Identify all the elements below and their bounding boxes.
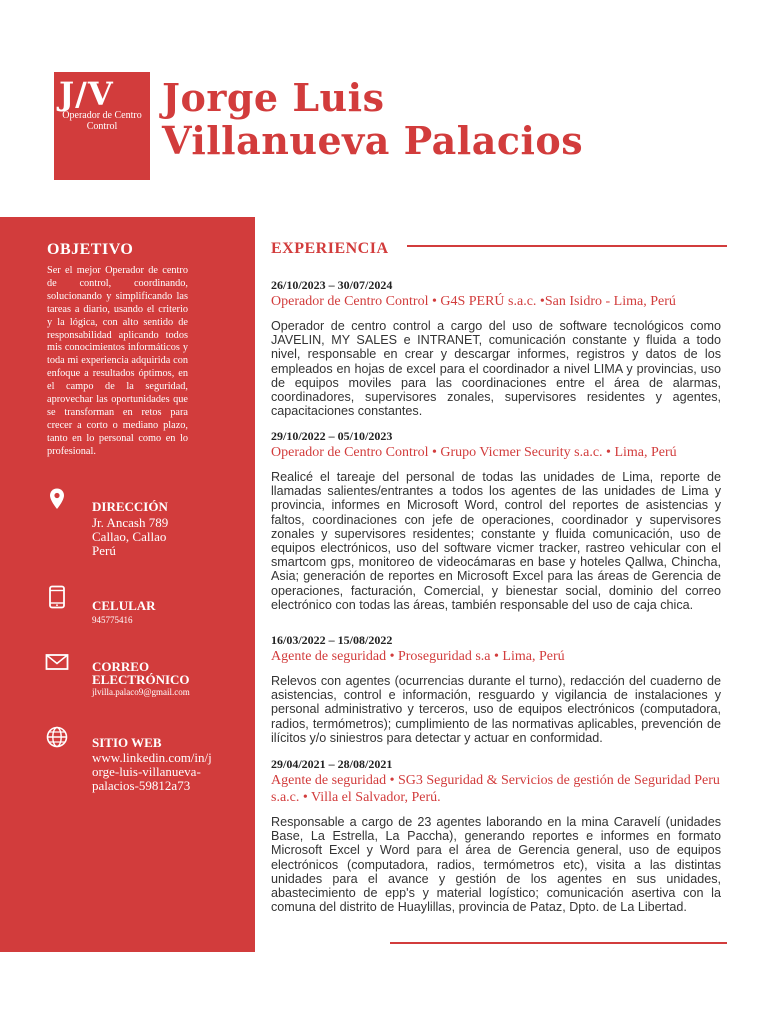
website-line[interactable]: orge-luis-villanueva- [92, 764, 201, 779]
address-line: Jr. Ancash 789 [92, 515, 169, 530]
website-line[interactable]: www.linkedin.com/in/j [92, 750, 212, 765]
phone-icon [45, 585, 69, 609]
objective-title: OBJETIVO [47, 241, 134, 258]
email-title-2: ELECTRÓNICO [92, 672, 190, 687]
globe-icon [45, 725, 69, 749]
email-title-1: CORREO [92, 659, 150, 674]
email-address: jlvilla.palaco9@gmail.com [92, 687, 190, 697]
job-entry [271, 278, 721, 418]
monogram-box [54, 72, 150, 180]
address-line: Callao, Callao [92, 529, 167, 544]
mail-icon [45, 650, 69, 674]
name-line-2: Villanueva Palacios [162, 118, 584, 163]
job-description: Responsable a cargo de 23 agentes laborando en la mina Caravelí (unidades Base, La Estrella, La Paccha), generando reportes e informes en formato Microsoft Excel y Word para el área de Gerencia general, uso de equipos electrónicos (computadora, radios, termómetros etc), visita a las distintas unidades para el avance y gestión de los agentes en sus unidades, abastecimiento de epp's y material logístico; comunicación asertiva con la comuna del distrito de Huaylillas, provincia de Pataz, Dpto. de La Libertad. [271, 815, 721, 915]
map-pin-icon [45, 487, 69, 511]
divider [390, 942, 727, 944]
website-line[interactable]: palacios-59812a73 [92, 778, 191, 793]
job-dates: 29/10/2022 – 05/10/2023 [271, 429, 393, 443]
job-entry [271, 429, 721, 612]
job-description: Realicé el tareaje del personal de todas las unidades de Lima, reporte de llamadas salientes/entrantes a todos los agentes de las unidades de Lima y provincia, informes en Microsoft Word, control del reportes de asistencias y faltos, coordinaciones con jefe de operaciones, coordinador y supervisores zonales y supervisores residentes; constante y fluida comunicación, uso de equipos electrónicos, uso del software vicmer tracker, rastreo vehicular con el smartcom gps, monitoreo de videocámaras en base y hoteles Qallwa, Chincha, Asia; generación de reportes en Microsoft Excel para las áreas de Gerencia de operaciones, facturación, Comercial, y bienestar social, dominio del correo electrónico con todas las áreas, también responsable del uso de caja chica. [271, 470, 721, 612]
sidebar [0, 217, 255, 952]
job-entry [271, 757, 721, 914]
job-role: Agente de seguridad • SG3 Seguridad & Servicios de gestión de Seguridad Peru s.a.c. • Villa el Salvador, Perú. [271, 773, 720, 805]
job-description: Operador de centro control a cargo del uso de software tecnológicos como JAVELIN, MY SALES e INTRANET, comunicación constante y fluida a todo nivel, responsable en crear y descargar informes, registros y datos de los empleados en hojas de excel para el coordinador a nivel LIMA y provincias, uso de equipos moviles para las coordinaciones entre el área de alarmas, coordinadores, supervisores zonales, supervisores residentes y agentes, capacitaciones constantes. [271, 319, 721, 419]
phone-title: CELULAR [92, 598, 156, 613]
address-title: DIRECCIÓN [92, 499, 168, 514]
objective-text: Ser el mejor Operador de centro de control, coordinando, solucionando y simplificando las tareas a diario, usando el criterio y la lógica, con alto sentido de responsabilidad aplicando todos mis conocimientos informáticos y toda mi experiencia adquirida con enfoque a resultados óptimos, en el campo de la seguridad, aprovechar las oportunidades que se transforman en retos para crecer a corto o mediano plazo, tanto en lo personal como en lo profesional. [47, 265, 188, 457]
monogram-subtitle: Operador de Centro Control [62, 110, 142, 132]
monogram: J/V [59, 75, 114, 113]
job-dates: 29/04/2021 – 28/08/2021 [271, 757, 393, 771]
name-line-1: Jorge Luis [162, 75, 385, 120]
full-name [162, 76, 583, 162]
experience-title: EXPERIENCIA [271, 240, 389, 257]
job-dates: 26/10/2023 – 30/07/2024 [271, 278, 393, 292]
address-line: Perú [92, 543, 116, 558]
job-role: Operador de Centro Control • Grupo Vicmer Security s.a.c. • Lima, Perú [271, 445, 677, 460]
job-role: Operador de Centro Control • G4S PERÚ s.a.c. •San Isidro - Lima, Perú [271, 294, 676, 309]
job-dates: 16/03/2022 – 15/08/2022 [271, 633, 393, 647]
divider [407, 245, 727, 247]
phone-number: 945775416 [92, 615, 133, 625]
job-entry [271, 633, 721, 745]
job-role: Agente de seguridad • Proseguridad s.a • Lima, Perú [271, 649, 565, 664]
website-title: SITIO WEB [92, 735, 162, 750]
job-description: Relevos con agentes (ocurrencias durante el turno), redacción del cuaderno de asistencias, control e información, resguardo y vigilancia de instalaciones y personal administrativo y terceros, uso de equipos electrónicos (computadora, radios, termómetros); cumplimiento de las normativas aplicables, prevención de ilícitos y/o siniestros para detectar y actuar en conformidad. [271, 674, 721, 745]
